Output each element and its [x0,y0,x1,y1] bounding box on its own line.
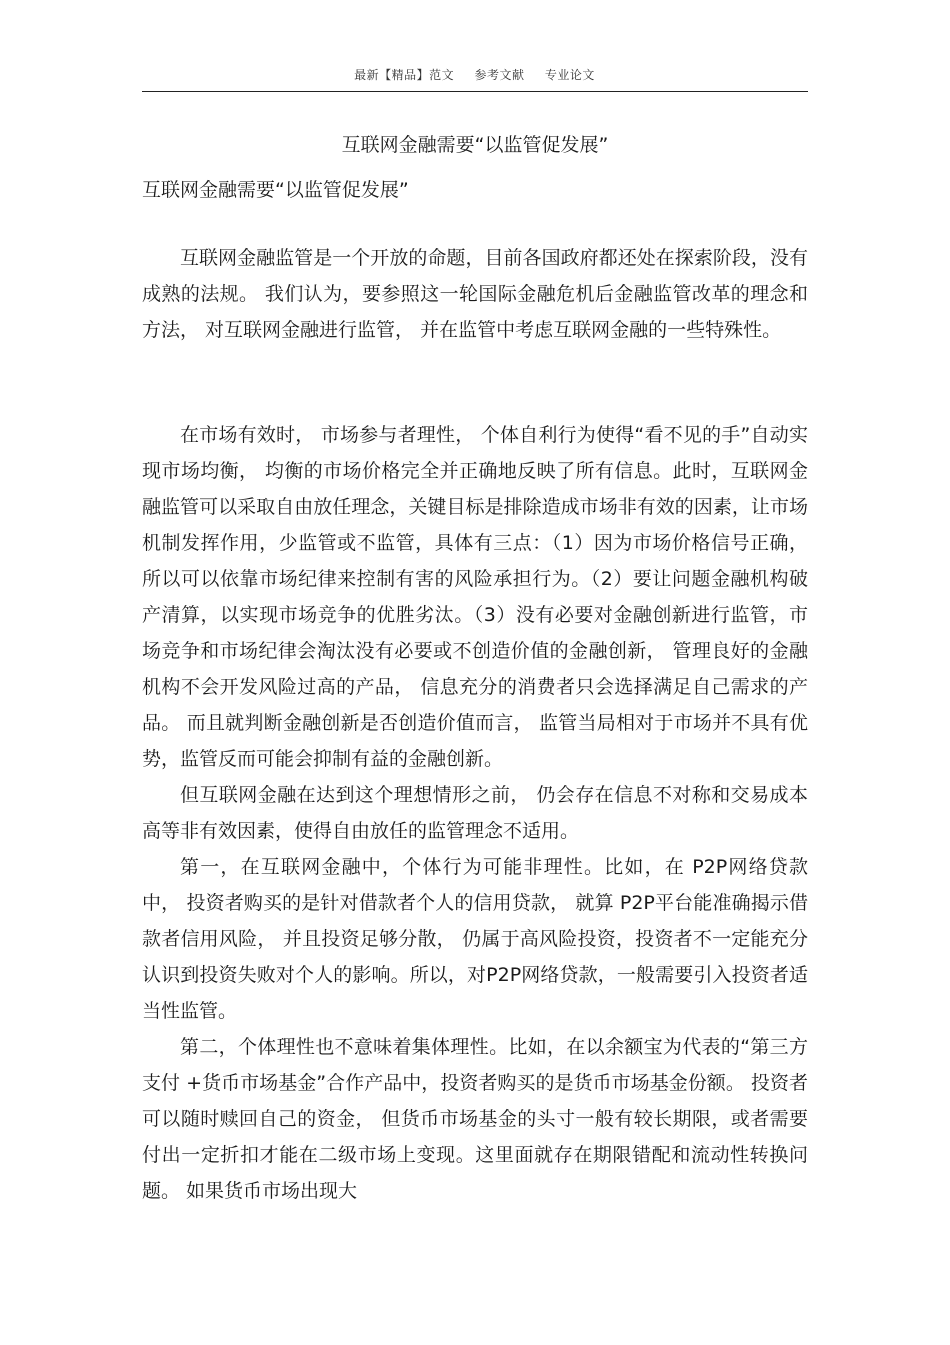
document-title: 互联网金融需要“以监管促发展” [341,134,609,156]
paragraph: 在市场有效时， 市场参与者理性， 个体自利行为使得“看不见的手”自动实现市场均衡， 均衡的市场价格完全并正确地反映了所有信息。此时，互联网金融监管可以采取自由放任理念，关键目标是排除造成市场非有效的因素，让市场机制发挥作用，少监管或不监管，具体有三点：（1）因为市场价格信号正确，所以可以依靠市场纪律来控制有害的风险承担行为。（2）要让问题金融机构破产清算，以实现市场竞争的优胜劣汰。（3）没有必要对金融创新进行监管，市场竞争和市场纪律会淘汰没有必要或不创造价值的金融创新， 管理良好的金融机构不会开发风险过高的产品， 信息充分的消费者只会选择满足自己需求的产品。 而且就判断金融创新是否创造价值而言， 监管当局相对于市场并不具有优势，监管反而可能会抑制有益的金融创新。 [142,424,808,770]
paragraph: 第二，个体理性也不意味着集体理性。比如，在以余额宝为代表的“第三方支付 +货币市场基金”合作产品中，投资者购买的是货币市场基金份额。 投资者可以随时赎回自己的资金， 但货币市场基金的头寸一般有较长期限，或者需要付出一定折扣才能在二级市场上变现。这里面就存在期限错配和流动性转换问题。 如果货币市场出现大 [142,1036,808,1202]
intro-section [142,240,808,348]
header-item: 参考文献 [474,68,525,82]
document-subtitle: 互联网金融需要“以监管促发展” [142,179,409,201]
paragraph: 但互联网金融在达到这个理想情形之前， 仍会存在信息不对称和交易成本高等非有效因素，使得自由放任的监管理念不适用。 [142,784,808,842]
page-header [142,66,807,83]
main-section [142,417,808,1209]
paragraph: 互联网金融监管是一个开放的命题，目前各国政府都还处在探索阶段，没有成熟的法规。 我们认为，要参照这一轮国际金融危机后金融监管改革的理念和方法， 对互联网金融进行监管， 并在监管中考虑互联网金融的一些特殊性。 [142,247,808,341]
header-divider [142,91,808,92]
paragraph: 第一，在互联网金融中，个体行为可能非理性。比如，在 P2P网络贷款中， 投资者购买的是针对借款者个人的信用贷款， 就算 P2P平台能准确揭示借款者信用风险， 并且投资足够分散， 仍属于高风险投资，投资者不一定能充分认识到投资失败对个人的影响。所以，对P2P网络贷款，一般需要引入投资者适当性监管。 [142,856,808,1022]
header-item: 最新【精品】范文 [354,68,455,82]
header-item: 专业论文 [544,68,595,82]
